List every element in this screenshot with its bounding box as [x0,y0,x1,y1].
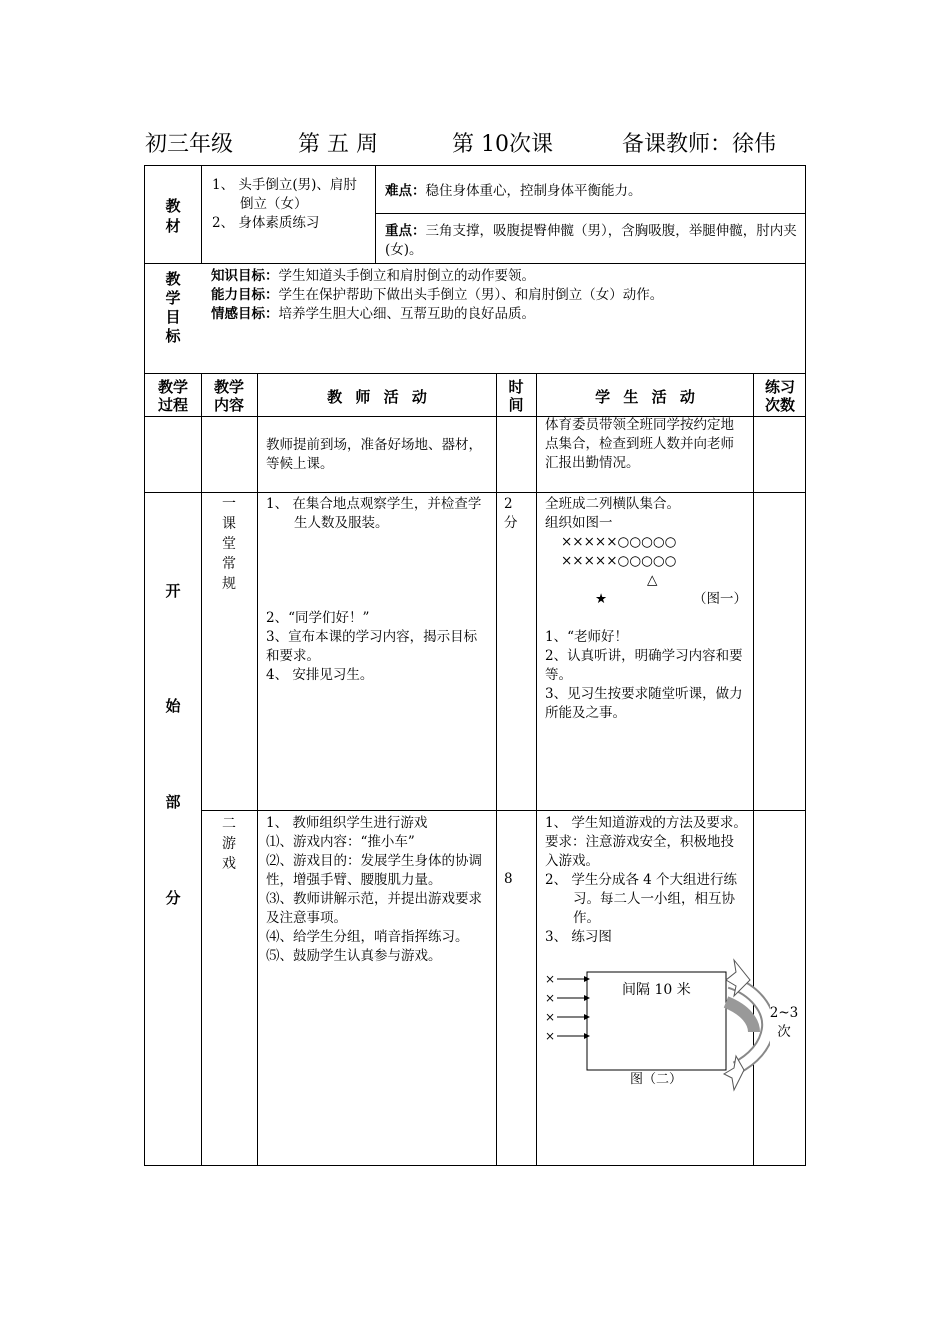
star-icon: ★ [595,591,608,607]
ability-goal-label: 能力目标： [211,287,279,303]
game-count: 2~3次 [769,1005,799,1040]
difficulty-text: 稳住身体重心，控制身体平衡能力。 [425,183,642,199]
routine-content: 一课堂常规 [222,496,236,592]
section-char: 分 [165,889,181,907]
col-process: 教学过程 [157,378,188,414]
routine-teacher-item: 1、 在集合地点观察学生，并检查学生人数及服装。 [266,496,482,531]
game-teacher-item: ⑵、游戏目的：发展学生身体的协调性，增强手臂、腰腹肌力量。 [266,853,482,888]
table-border-left [144,165,145,1166]
teacher-name: 备课教师：徐伟 [622,132,777,157]
routine-teacher-item: 3、宣布本课的学习内容，揭示目标和要求。 [266,629,478,664]
game-student-item: 2、 学生分成各 4 个大组进行练习。每二人一小组，相互协作。 [545,872,738,926]
divider [144,492,806,493]
week: 第 五 周 [298,132,378,157]
lesson-number: 第 10次课 [452,132,553,157]
divider [201,810,806,811]
divider [496,373,497,1166]
interval-label: 间隔 10 米 [622,982,691,998]
game-teacher-item: ⑴、游戏内容：“推小车” [266,834,415,850]
section-char: 部 [165,793,181,811]
col-student: 学 生 活 动 [595,388,695,406]
divider [201,165,202,264]
routine-student-item: 1、“老师好！ [545,629,628,645]
routine-student-item: 2、认真听讲，明确学习内容和要等。 [545,648,743,683]
routine-teacher [266,495,490,685]
routine-student-item: 3、见习生按要求随堂听课，做力所能及之事。 [545,686,743,721]
knowledge-goal-label: 知识目标： [211,268,279,284]
routine-time: 2分 [504,496,518,531]
table-border-top [144,165,806,166]
student-marker: × [545,991,556,1005]
game-teacher-item: ⑸、鼓励学生认真参与游戏。 [266,948,442,964]
routine-student-item: 组织如图一 [545,515,613,531]
table-border-bottom [144,1165,806,1166]
grade: 初三年级 [145,132,234,157]
arrow-rows [557,976,590,1039]
game-time: 8 [504,871,513,887]
figure-one-caption [545,590,747,609]
formation-row: ×××××○○○○○ [561,534,677,550]
game-student [545,814,747,947]
game-content: 二游戏 [222,816,236,872]
col-teacher: 教 师 活 动 [327,388,427,406]
goals-label: 教学目标 [165,270,181,345]
spacer [266,533,490,609]
table-border-right [805,165,806,1166]
game-student-item: 3、 练习图 [545,929,612,945]
divider [201,373,202,1166]
emotion-goal-text: 培养学生胆大心细、互帮互助的良好品质。 [278,306,535,322]
figure-one-label: （图一） [693,591,747,607]
knowledge-goal-text: 学生知道头手倒立和肩肘倒立的动作要领。 [278,268,535,284]
knowledge-goal [211,267,801,286]
student-marker: × [545,1010,556,1024]
divider [375,165,376,264]
col-time: 时间 [508,378,524,414]
divider [536,373,537,1166]
game-teacher-item: ⑷、给学生分组，哨音指挥练习。 [266,929,469,945]
divider [144,263,806,264]
divider [144,373,806,374]
routine-teacher-item: 2、“同学们好！” [266,610,370,626]
material-label: 教材 [165,197,181,235]
return-arrow-shadow [726,1002,754,1032]
pre-student: 体育委员带领全班同学按约定地点集合，检查到班人数并向老师汇报出勤情况。 [545,417,734,471]
game-student-item: 1、 学生知道游戏的方法及要求。 [545,815,747,831]
key-point [385,222,800,260]
game-teacher-item: 1、 教师组织学生进行游戏 [266,815,428,831]
teacher-triangle: △ [647,572,658,588]
material-item: 2、 身体素质练习 [212,215,320,231]
col-count: 练习次数 [764,378,795,414]
student-marker: × [545,972,556,986]
section-char: 始 [165,697,181,715]
routine-student [545,495,747,723]
game-teacher-item: ⑶、教师讲解示范，并提出游戏要求及注意事项。 [266,891,482,926]
difficulty-label: 难点： [385,183,426,199]
spacer [545,609,747,628]
student-marker: × [545,1029,556,1043]
section-char: 开 [165,582,181,600]
col-content: 教学内容 [213,378,244,414]
difficulty [385,182,800,201]
pre-teacher: 教师提前到场，准备好场地、器材，等候上课。 [266,437,482,472]
game-teacher [266,814,490,966]
emotion-goal-label: 情感目标： [211,306,279,322]
practice-diagram [540,950,770,1100]
divider [257,373,258,1166]
key-point-label: 重点： [385,223,426,239]
divider [375,213,806,214]
routine-student-item: 全班成二列横队集合。 [545,496,680,512]
goals-list [211,267,801,324]
game-student-item: 要求：注意游戏安全，积极地投入游戏。 [545,834,734,869]
emotion-goal [211,305,801,324]
routine-teacher-item: 4、 安排见习生。 [266,667,374,683]
material-list [212,176,370,233]
ability-goal [211,286,801,305]
ability-goal-text: 学生在保护帮助下做出头手倒立（男）、和肩肘倒立（女）动作。 [278,287,664,303]
material-item: 1、 头手倒立(男)、肩肘倒立（女） [212,177,357,212]
figure-two-label: 图（二） [630,1072,683,1087]
document-title [0,127,950,161]
formation-row: ×××××○○○○○ [561,553,677,569]
key-point-text: 三角支撑，吸腹提臀伸髋（男），含胸吸腹，举腿伸髋，肘内夹(女)。 [385,223,797,258]
